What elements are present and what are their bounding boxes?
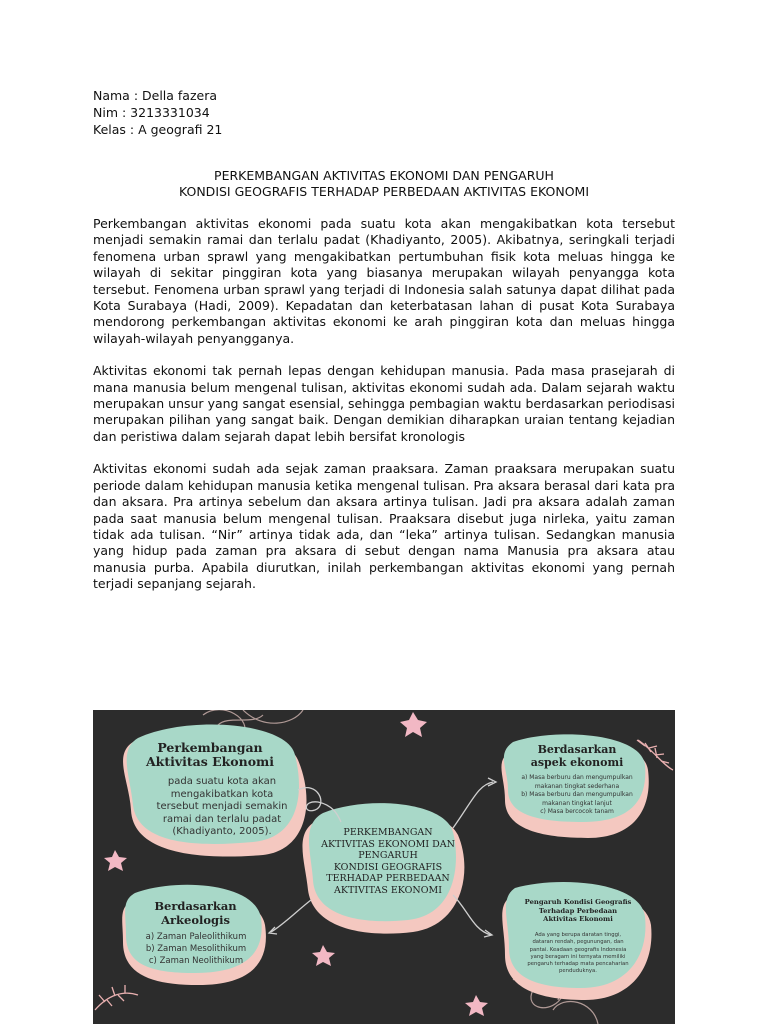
paragraph: Aktivitas ekonomi tak pernah lepas dengan kehidupan manusia. Pada masa prasejarah di mana manusia belum mengenal tulisan, aktivitas ekonomi sudah ada. Dalam sejarah waktu merupakan unsur yang sangat esensial, sehingga pembagian waktu berdasarkan periodisasi merupakan pilihan yang sangat baik. Dengan demikian diharapkan uraian tentang kejadian dan peristiwa dalam sejarah dapat lebih bersifat kronologis [93, 363, 675, 444]
paragraph: Aktivitas ekonomi sudah ada sejak zaman praaksara. Zaman praaksara merupakan suatu periode dalam kehidupan manusia ketika mengenal tulisan. Pra aksara berasal dari kata pra dan aksara. Pra artinya sebelum dan aksara artinya tulisan. Jadi pra aksara adalah zaman pada saat manusia belum mengenal tulisan. Praaksara disebut juga nirleka, yaitu zaman tidak ada tulisan. “Nir” artinya tidak ada, dan “leka” artinya tulisan. Sedangkan manusia yang hidup pada zaman pra aksara di sebut dengan nama Manusia pra aksara atau manusia purba. Apabila diurutkan, inilah perkembangan aktivitas ekonomi yang pernah terjadi sepanjang sejarah. [93, 461, 675, 592]
bottom-right-body-line: pantai. Keadaan geografis Indonesia [529, 946, 627, 953]
bottom-right-body-line: Ada yang berupa daratan tinggi, [534, 932, 622, 938]
center-title-line: AKTIVITAS EKONOMI [333, 884, 442, 896]
student-nim: Nim : 3213331034 [93, 105, 210, 120]
document-title [93, 168, 675, 200]
bottom-right-title-line: Aktivitas Ekonomi [543, 915, 613, 923]
center-title-line: AKTIVITAS EKONOMI DAN [321, 838, 455, 850]
top-right-body-line: b) Masa berburu dan mengumpulkan [521, 791, 633, 798]
center-title-line: PENGARUH [358, 850, 418, 861]
student-info [93, 87, 222, 138]
mind-map-infographic [93, 710, 675, 1024]
title-line-2: KONDISI GEOGRAFIS TERHADAP PERBEDAAN AKTIVITAS EKONOMI [178, 184, 590, 199]
bottom-right-body-line: pengaruh terhadap mata pencaharian [527, 961, 629, 968]
body-text [93, 216, 675, 609]
bottom-right-body-line: dataran rendah, pegunungan, dan [532, 939, 624, 946]
top-right-body-line: c) Masa bercocok tanam [540, 808, 614, 815]
bottom-right-title-line: Terhadap Perbedaan [538, 906, 618, 915]
top-right-body-line: makanan tingkat sederhana [534, 782, 620, 790]
top-left-body [153, 776, 291, 839]
bottom-right-body-line: penduduknya. [559, 968, 597, 975]
top-left-body-line: mengakibatkan kota [170, 788, 274, 800]
top-left-body-line: (Khadiyanto, 2005). [172, 826, 272, 837]
student-name: Nama : Della fazera [93, 88, 218, 103]
top-left-body-line: ramai dan terlalu padat [162, 813, 282, 825]
top-left-title [145, 741, 275, 769]
top-right-title-line: aspek ekonomi [530, 756, 624, 769]
bottom-left-title [133, 899, 258, 927]
center-title-line: TERHADAP PERBEDAAN [326, 873, 450, 884]
bottom-left-body-line: b) Zaman Mesolithikum [145, 944, 247, 954]
student-class: Kelas : A geografi 21 [93, 122, 223, 137]
center-title [318, 827, 458, 896]
bottom-right-body [513, 932, 643, 976]
top-right-body-line: makanan tingkat lanjut [542, 799, 612, 807]
bottom-left-body-line: a) Zaman Paleolithikum [145, 932, 247, 942]
top-left-body-line: tersebut menjadi semakin [156, 801, 288, 812]
paragraph: Perkembangan aktivitas ekonomi pada suatu kota akan mengakibatkan kota tersebut menjadi semakin ramai dan terlalu padat (Khadiyanto, 2005). Akibatnya, seringkali terjadi fenomena urban sprawl yang mengakibatkan pertumbuhan fisik kota meluas hingga ke wilayah di sekitar pinggiran kota yang biasanya merupakan wilayah penyangga kota tersebut. Fenomena urban sprawl yang terjadi di Indonesia salah satunya dapat dilihat pada Kota Surabaya (Hadi, 2009). Kepadatan dan keterbatasan lahan di pusat Kota Surabaya mendorong perkembangan aktivitas ekonomi ke arah pinggiran kota dan meluas hingga wilayah-wilayah penyangganya. [93, 216, 675, 346]
top-right-title-line: Berdasarkan [537, 743, 617, 756]
bottom-right-body-line: yang beragam ini ternyata memiliki [530, 953, 626, 960]
top-left-body-line: pada suatu kota akan [167, 776, 277, 787]
top-right-body-line: a) Masa berburu dan mengumpulkan [521, 774, 633, 781]
bottom-right-title-line: Pengaruh Kondisi Geografis [524, 898, 632, 906]
bottom-right-title [513, 898, 643, 924]
top-right-title [511, 743, 643, 769]
bottom-left-body [135, 931, 257, 967]
top-left-title-line: Perkembangan [157, 740, 263, 755]
bottom-left-title-line: Arkeologis [161, 913, 230, 927]
center-title-line: PERKEMBANGAN [343, 827, 433, 838]
bottom-left-title-line: Berdasarkan [154, 899, 237, 913]
top-right-body [507, 774, 647, 817]
top-left-title-line: Aktivitas Ekonomi [145, 754, 275, 769]
bottom-left-body-line: c) Zaman Neolithikum [148, 956, 244, 966]
title-line-1: PERKEMBANGAN AKTIVITAS EKONOMI DAN PENGARUH [214, 168, 554, 183]
center-title-line: KONDISI GEOGRAFIS [333, 861, 443, 873]
